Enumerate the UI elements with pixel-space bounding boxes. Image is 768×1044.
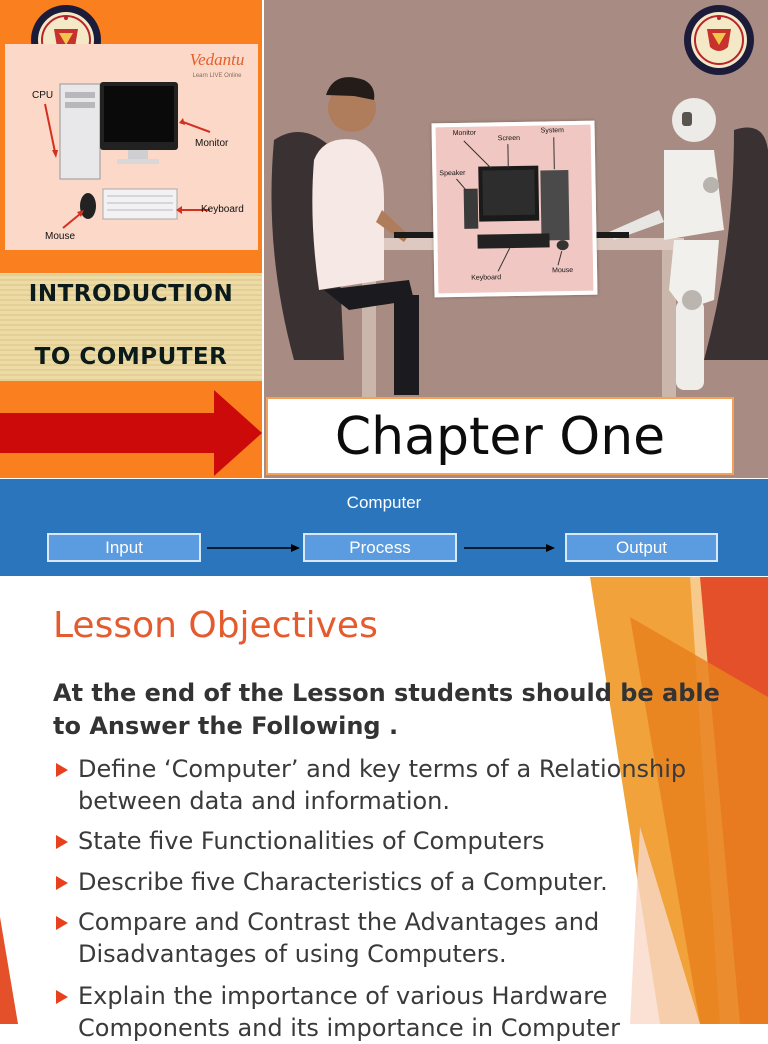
bullet-arrow-icon <box>56 763 68 777</box>
hw-label-mouse: Mouse <box>45 231 75 242</box>
inset-label-keyboard: Keyboard <box>471 274 501 282</box>
hardware-diagram <box>5 44 258 250</box>
bullet-arrow-icon <box>56 876 68 890</box>
objective-text: Explain the importance of various Hardware Components and its importance in Computer <box>78 982 620 1042</box>
process-diagram <box>0 479 768 576</box>
hw-label-monitor: Monitor <box>195 138 228 149</box>
inset-label-system: System <box>541 127 564 134</box>
objective-text: Describe five Characteristics of a Computer. <box>78 868 608 896</box>
title-line-1: INTRODUCTION <box>0 281 262 307</box>
lesson-slide <box>0 577 768 1024</box>
objective-text: Define ‘Computer’ and key terms of a Relationship between data and information. <box>78 755 686 815</box>
title-band <box>0 273 262 381</box>
logo-brand: Vedantu <box>190 50 245 69</box>
bullet-arrow-icon <box>56 916 68 930</box>
left-panel <box>0 0 262 478</box>
inset-label-mouse: Mouse <box>552 267 573 274</box>
logo-tagline: Learn LIVE Online <box>180 68 254 84</box>
arrow-right-icon <box>207 541 301 555</box>
objective-item <box>53 825 693 857</box>
process-title: Computer <box>0 493 768 513</box>
inset-label-speaker: Speaker <box>439 170 465 177</box>
lesson-title: Lesson Objectives <box>53 605 378 646</box>
chapter-title: Chapter One <box>268 407 732 467</box>
arrow-right-icon <box>464 541 556 555</box>
objective-item <box>53 753 693 817</box>
title-line-2: TO COMPUTER <box>0 344 262 370</box>
lesson-intro: At the end of the Lesson students should be able to Answer the Following . <box>53 677 753 743</box>
bullet-arrow-icon <box>56 835 68 849</box>
process-step-output: Output <box>565 533 718 562</box>
process-step-input: Input <box>47 533 201 562</box>
objective-item <box>53 980 693 1044</box>
objective-item <box>53 866 693 898</box>
inset-computer-diagram <box>431 121 597 298</box>
process-step-process: Process <box>303 533 457 562</box>
objective-text: State five Functionalities of Computers <box>78 827 545 855</box>
title-slide <box>0 0 768 478</box>
objective-item <box>53 906 693 970</box>
inset-label-screen: Screen <box>498 135 520 142</box>
bullet-arrow-icon <box>56 990 68 1004</box>
red-arrow-icon <box>0 388 262 478</box>
hw-label-cpu: CPU <box>32 90 53 101</box>
inset-label-monitor: Monitor <box>453 130 476 137</box>
objective-text: Compare and Contrast the Advantages and Disadvantages of using Computers. <box>78 908 599 968</box>
hw-label-keyboard: Keyboard <box>201 204 244 215</box>
chapter-box <box>266 397 734 475</box>
university-seal-icon <box>682 3 756 77</box>
